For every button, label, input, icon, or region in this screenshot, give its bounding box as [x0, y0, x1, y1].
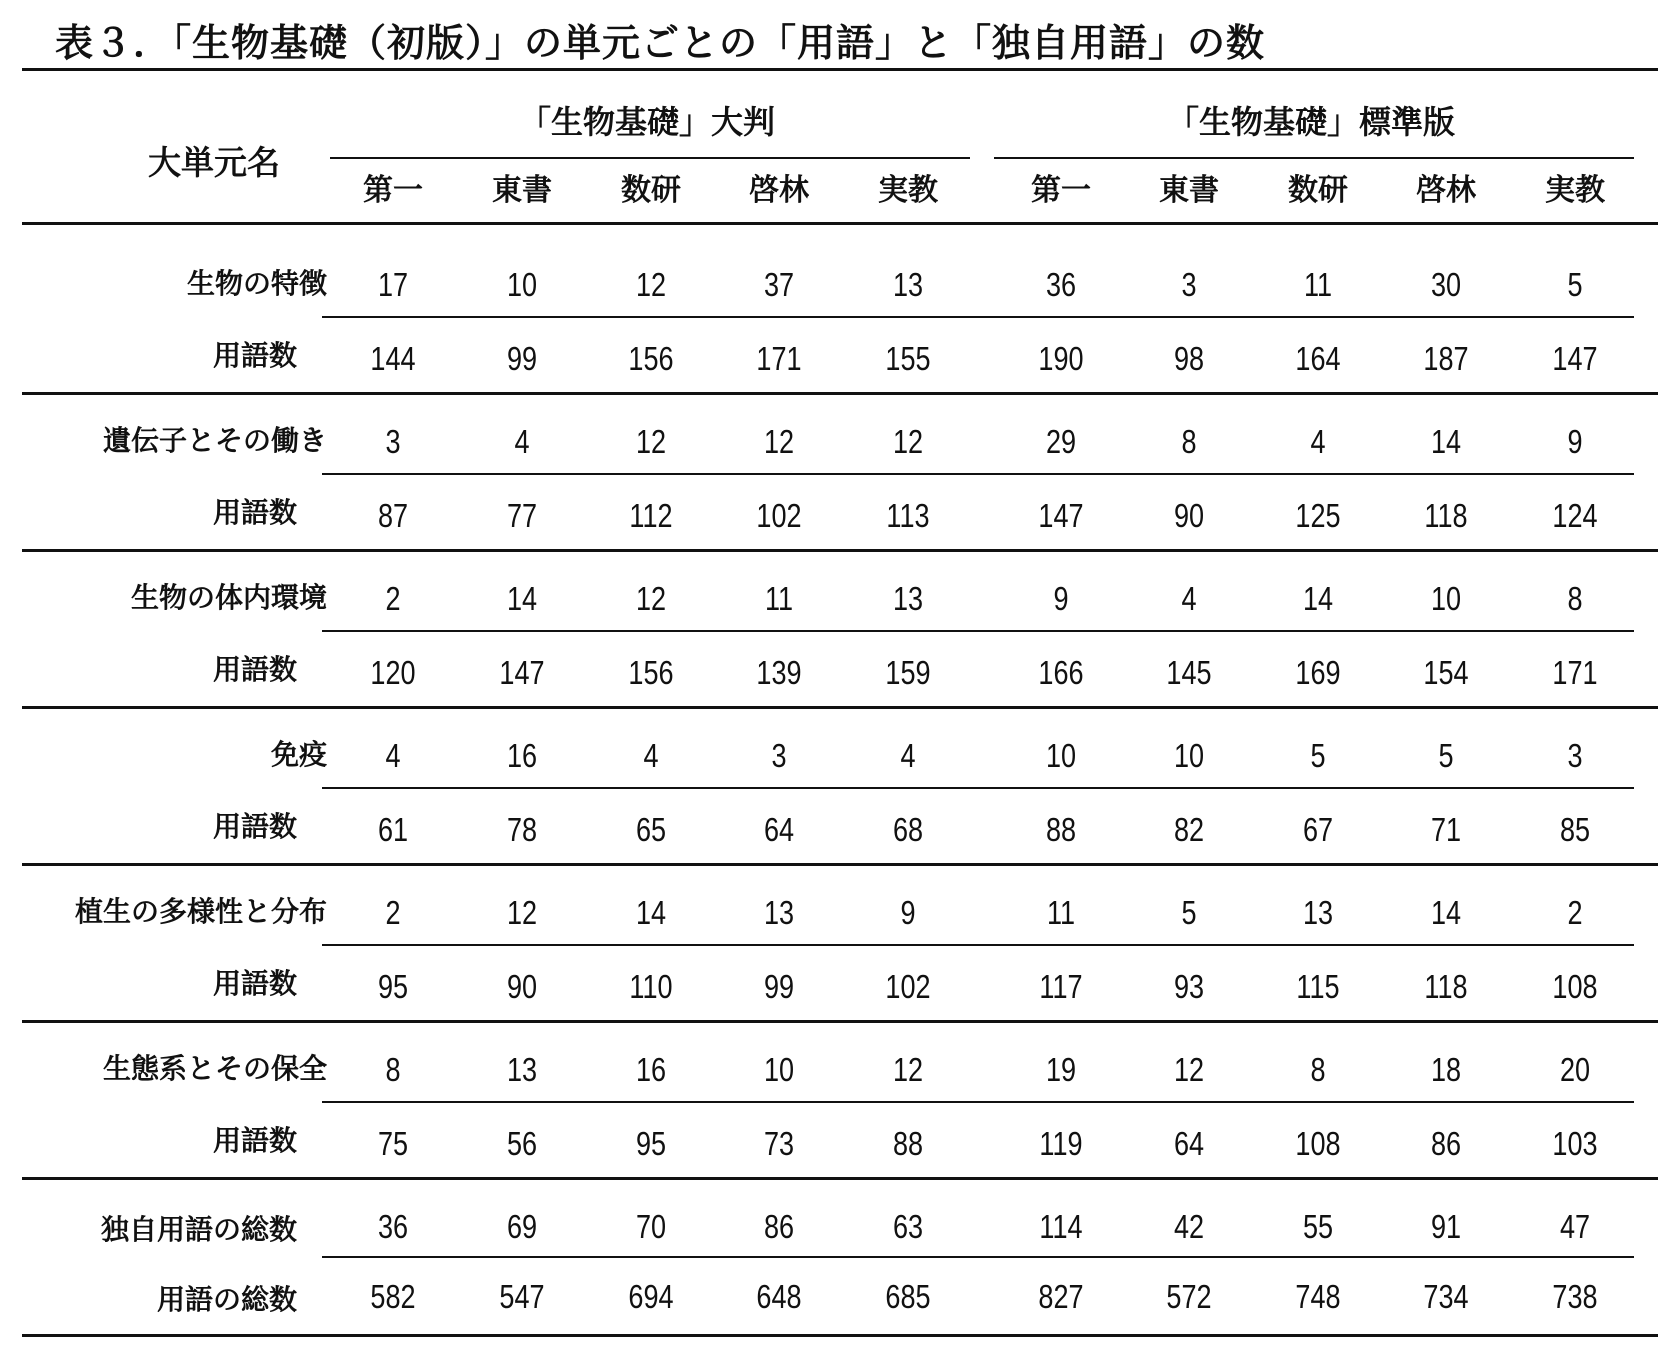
unit-unique-value: 11 [1303, 266, 1333, 303]
unit-terms-value: 75 [377, 1125, 409, 1162]
unit-terms-value: 156 [628, 340, 674, 377]
unit-unique-value: 11 [1046, 894, 1076, 931]
rule-inner [322, 944, 1634, 946]
unit-unique-value: 8 [1181, 423, 1197, 460]
total-terms-value: 694 [628, 1278, 674, 1315]
unit-unique-value: 36 [1045, 266, 1077, 303]
unit-terms-value: 156 [628, 654, 674, 691]
total-terms-value: 685 [885, 1278, 931, 1315]
unit-unique-value: 16 [635, 1051, 667, 1088]
unit-terms-value: 61 [377, 811, 409, 848]
unit-terms-value: 88 [892, 1125, 924, 1162]
unit-unique-value: 16 [506, 737, 538, 774]
unit-terms-value: 159 [885, 654, 931, 691]
unit-unique-value: 14 [506, 580, 538, 617]
unit-unique-value: 8 [1567, 580, 1583, 617]
column-header: 啓林 [749, 173, 809, 208]
column-header: 実教 [878, 173, 938, 208]
unit-unique-value: 13 [892, 266, 924, 303]
unit-unique-value: 20 [1559, 1051, 1591, 1088]
total-terms-value: 734 [1423, 1278, 1469, 1315]
unit-unique-value: 13 [892, 580, 924, 617]
rule-unit-bottom [22, 1020, 1658, 1023]
unit-unique-label: 生態系とその保全 [102, 1052, 327, 1085]
unit-terms-value: 103 [1552, 1125, 1598, 1162]
unit-terms-value: 71 [1430, 811, 1462, 848]
unit-terms-value: 125 [1295, 497, 1341, 534]
unit-terms-value: 65 [635, 811, 667, 848]
unit-unique-value: 14 [635, 894, 667, 931]
table-title: 表３．「生物基礎（初版）」の単元ごとの「用語」と「独自用語」の数 [55, 21, 1266, 65]
unit-unique-value: 5 [1567, 266, 1583, 303]
unit-unique-value: 9 [1053, 580, 1069, 617]
column-header: 啓林 [1416, 173, 1476, 208]
group-header-standard: 「生物基礎」標準版 [1167, 103, 1456, 141]
unit-unique-value: 13 [763, 894, 795, 931]
total-terms-value: 827 [1038, 1278, 1084, 1315]
unit-unique-value: 3 [1181, 266, 1197, 303]
column-header: 実教 [1545, 173, 1605, 208]
unit-unique-label: 遺伝子とその働き [102, 424, 327, 457]
unit-unique-value: 12 [892, 1051, 924, 1088]
unit-terms-value: 99 [506, 340, 538, 377]
unit-terms-value: 99 [763, 968, 795, 1005]
group-rule-large [330, 157, 970, 159]
unit-unique-value: 37 [763, 266, 795, 303]
unit-terms-value: 118 [1424, 497, 1468, 534]
total-terms-value: 547 [499, 1278, 545, 1315]
unit-unique-value: 12 [506, 894, 538, 931]
column-header: 数研 [1288, 173, 1348, 208]
unit-terms-value: 124 [1552, 497, 1598, 534]
unit-unique-value: 14 [1430, 423, 1462, 460]
unit-terms-value: 56 [506, 1125, 538, 1162]
unit-terms-value: 139 [756, 654, 802, 691]
total-unique-label: 独自用語の総数 [100, 1213, 297, 1246]
unit-unique-value: 10 [763, 1051, 795, 1088]
unit-unique-value: 4 [514, 423, 530, 460]
unit-terms-value: 87 [377, 497, 409, 534]
rule-unit-bottom [22, 1177, 1658, 1180]
unit-unique-value: 9 [1567, 423, 1583, 460]
unit-unique-value: 12 [763, 423, 795, 460]
unit-terms-value: 147 [1038, 497, 1084, 534]
unit-terms-value: 110 [629, 968, 673, 1005]
unit-unique-value: 10 [506, 266, 538, 303]
unit-unique-value: 2 [385, 580, 401, 617]
unit-terms-value: 90 [1173, 497, 1205, 534]
rule-header-bottom [22, 222, 1658, 225]
unit-terms-value: 102 [756, 497, 802, 534]
rule-unit-bottom [22, 706, 1658, 709]
unit-terms-value: 88 [1045, 811, 1077, 848]
unit-terms-value: 164 [1295, 340, 1341, 377]
total-unique-value: 69 [506, 1208, 538, 1245]
unit-unique-value: 4 [1310, 423, 1326, 460]
unit-terms-value: 98 [1173, 340, 1205, 377]
unit-terms-label: 用語数 [212, 653, 297, 686]
rule-inner [322, 1256, 1634, 1258]
unit-terms-value: 115 [1296, 968, 1340, 1005]
total-unique-value: 47 [1559, 1208, 1591, 1245]
column-header: 数研 [621, 173, 681, 208]
unit-terms-value: 113 [886, 497, 930, 534]
unit-unique-value: 17 [377, 266, 409, 303]
unit-column-header: 大単元名 [148, 143, 280, 182]
unit-unique-value: 10 [1173, 737, 1205, 774]
total-unique-value: 70 [635, 1208, 667, 1245]
unit-terms-value: 166 [1038, 654, 1084, 691]
unit-terms-value: 73 [763, 1125, 795, 1162]
unit-terms-value: 144 [370, 340, 416, 377]
unit-unique-value: 11 [764, 580, 794, 617]
unit-terms-value: 86 [1430, 1125, 1462, 1162]
unit-terms-value: 102 [885, 968, 931, 1005]
unit-unique-value: 5 [1181, 894, 1197, 931]
unit-terms-value: 82 [1173, 811, 1205, 848]
unit-terms-value: 147 [499, 654, 545, 691]
unit-terms-value: 78 [506, 811, 538, 848]
unit-terms-value: 169 [1295, 654, 1341, 691]
rule-top [22, 68, 1658, 71]
unit-terms-value: 68 [892, 811, 924, 848]
total-unique-value: 114 [1039, 1208, 1083, 1245]
total-terms-value: 738 [1552, 1278, 1598, 1315]
unit-unique-value: 10 [1430, 580, 1462, 617]
unit-unique-value: 9 [900, 894, 916, 931]
total-unique-value: 63 [892, 1208, 924, 1245]
unit-unique-value: 12 [635, 423, 667, 460]
unit-unique-value: 19 [1045, 1051, 1077, 1088]
unit-unique-value: 29 [1045, 423, 1077, 460]
unit-terms-value: 64 [1173, 1125, 1205, 1162]
unit-unique-value: 13 [506, 1051, 538, 1088]
unit-terms-value: 171 [1552, 654, 1598, 691]
unit-unique-value: 2 [1567, 894, 1583, 931]
unit-terms-value: 85 [1559, 811, 1591, 848]
unit-terms-value: 77 [506, 497, 538, 534]
rule-unit-bottom [22, 549, 1658, 552]
total-unique-value: 91 [1430, 1208, 1462, 1245]
unit-unique-label: 生物の特徴 [186, 267, 327, 300]
unit-unique-value: 10 [1045, 737, 1077, 774]
unit-terms-value: 108 [1552, 968, 1598, 1005]
total-terms-value: 572 [1166, 1278, 1212, 1315]
unit-unique-value: 3 [385, 423, 401, 460]
unit-unique-label: 免疫 [270, 738, 327, 771]
unit-terms-label: 用語数 [212, 1124, 297, 1157]
unit-terms-value: 155 [885, 340, 931, 377]
total-unique-value: 86 [763, 1208, 795, 1245]
unit-terms-value: 120 [370, 654, 416, 691]
unit-unique-value: 4 [900, 737, 916, 774]
unit-unique-value: 12 [635, 580, 667, 617]
unit-terms-value: 117 [1039, 968, 1083, 1005]
unit-unique-value: 4 [643, 737, 659, 774]
unit-unique-value: 8 [385, 1051, 401, 1088]
unit-unique-value: 5 [1438, 737, 1454, 774]
column-header: 第一 [1031, 173, 1091, 208]
unit-terms-label: 用語数 [212, 967, 297, 1000]
unit-unique-value: 8 [1310, 1051, 1326, 1088]
unit-terms-value: 171 [756, 340, 802, 377]
rule-unit-bottom [22, 863, 1658, 866]
rule-inner [322, 1101, 1634, 1103]
total-terms-label: 用語の総数 [156, 1283, 297, 1316]
column-header: 東書 [492, 173, 552, 208]
unit-terms-value: 190 [1038, 340, 1084, 377]
unit-unique-value: 12 [1173, 1051, 1205, 1088]
unit-unique-value: 5 [1310, 737, 1326, 774]
unit-unique-value: 30 [1430, 266, 1462, 303]
unit-unique-value: 13 [1302, 894, 1334, 931]
unit-unique-value: 12 [635, 266, 667, 303]
unit-unique-value: 2 [385, 894, 401, 931]
unit-terms-value: 95 [635, 1125, 667, 1162]
unit-terms-value: 93 [1173, 968, 1205, 1005]
total-terms-value: 648 [756, 1278, 802, 1315]
unit-terms-value: 119 [1039, 1125, 1083, 1162]
unit-terms-value: 95 [377, 968, 409, 1005]
rule-unit-bottom [22, 392, 1658, 395]
total-terms-value: 748 [1295, 1278, 1341, 1315]
rule-inner [322, 630, 1634, 632]
unit-unique-value: 4 [385, 737, 401, 774]
unit-terms-value: 145 [1166, 654, 1212, 691]
unit-unique-label: 植生の多様性と分布 [74, 895, 327, 928]
total-terms-value: 582 [370, 1278, 416, 1315]
unit-terms-value: 118 [1424, 968, 1468, 1005]
rule-inner [322, 473, 1634, 475]
group-rule-standard [994, 157, 1634, 159]
unit-terms-label: 用語数 [212, 339, 297, 372]
unit-terms-value: 108 [1295, 1125, 1341, 1162]
unit-unique-value: 14 [1302, 580, 1334, 617]
unit-terms-label: 用語数 [212, 496, 297, 529]
unit-terms-value: 90 [506, 968, 538, 1005]
unit-unique-value: 4 [1181, 580, 1197, 617]
unit-terms-value: 67 [1302, 811, 1334, 848]
unit-unique-value: 14 [1430, 894, 1462, 931]
total-unique-value: 42 [1173, 1208, 1205, 1245]
unit-terms-value: 187 [1423, 340, 1469, 377]
unit-terms-value: 64 [763, 811, 795, 848]
column-header: 東書 [1159, 173, 1219, 208]
unit-terms-value: 154 [1423, 654, 1469, 691]
unit-unique-value: 3 [1567, 737, 1583, 774]
group-header-large: 「生物基礎」大判 [519, 103, 776, 141]
column-header: 第一 [363, 173, 423, 208]
rule-bottom [22, 1334, 1658, 1337]
rule-inner [322, 787, 1634, 789]
unit-terms-label: 用語数 [212, 810, 297, 843]
unit-unique-value: 12 [892, 423, 924, 460]
total-unique-value: 36 [377, 1208, 409, 1245]
unit-terms-value: 147 [1552, 340, 1598, 377]
unit-unique-label: 生物の体内環境 [130, 581, 327, 614]
unit-unique-value: 18 [1430, 1051, 1462, 1088]
total-unique-value: 55 [1302, 1208, 1334, 1245]
unit-unique-value: 3 [771, 737, 787, 774]
unit-terms-value: 112 [629, 497, 673, 534]
rule-inner [322, 316, 1634, 318]
